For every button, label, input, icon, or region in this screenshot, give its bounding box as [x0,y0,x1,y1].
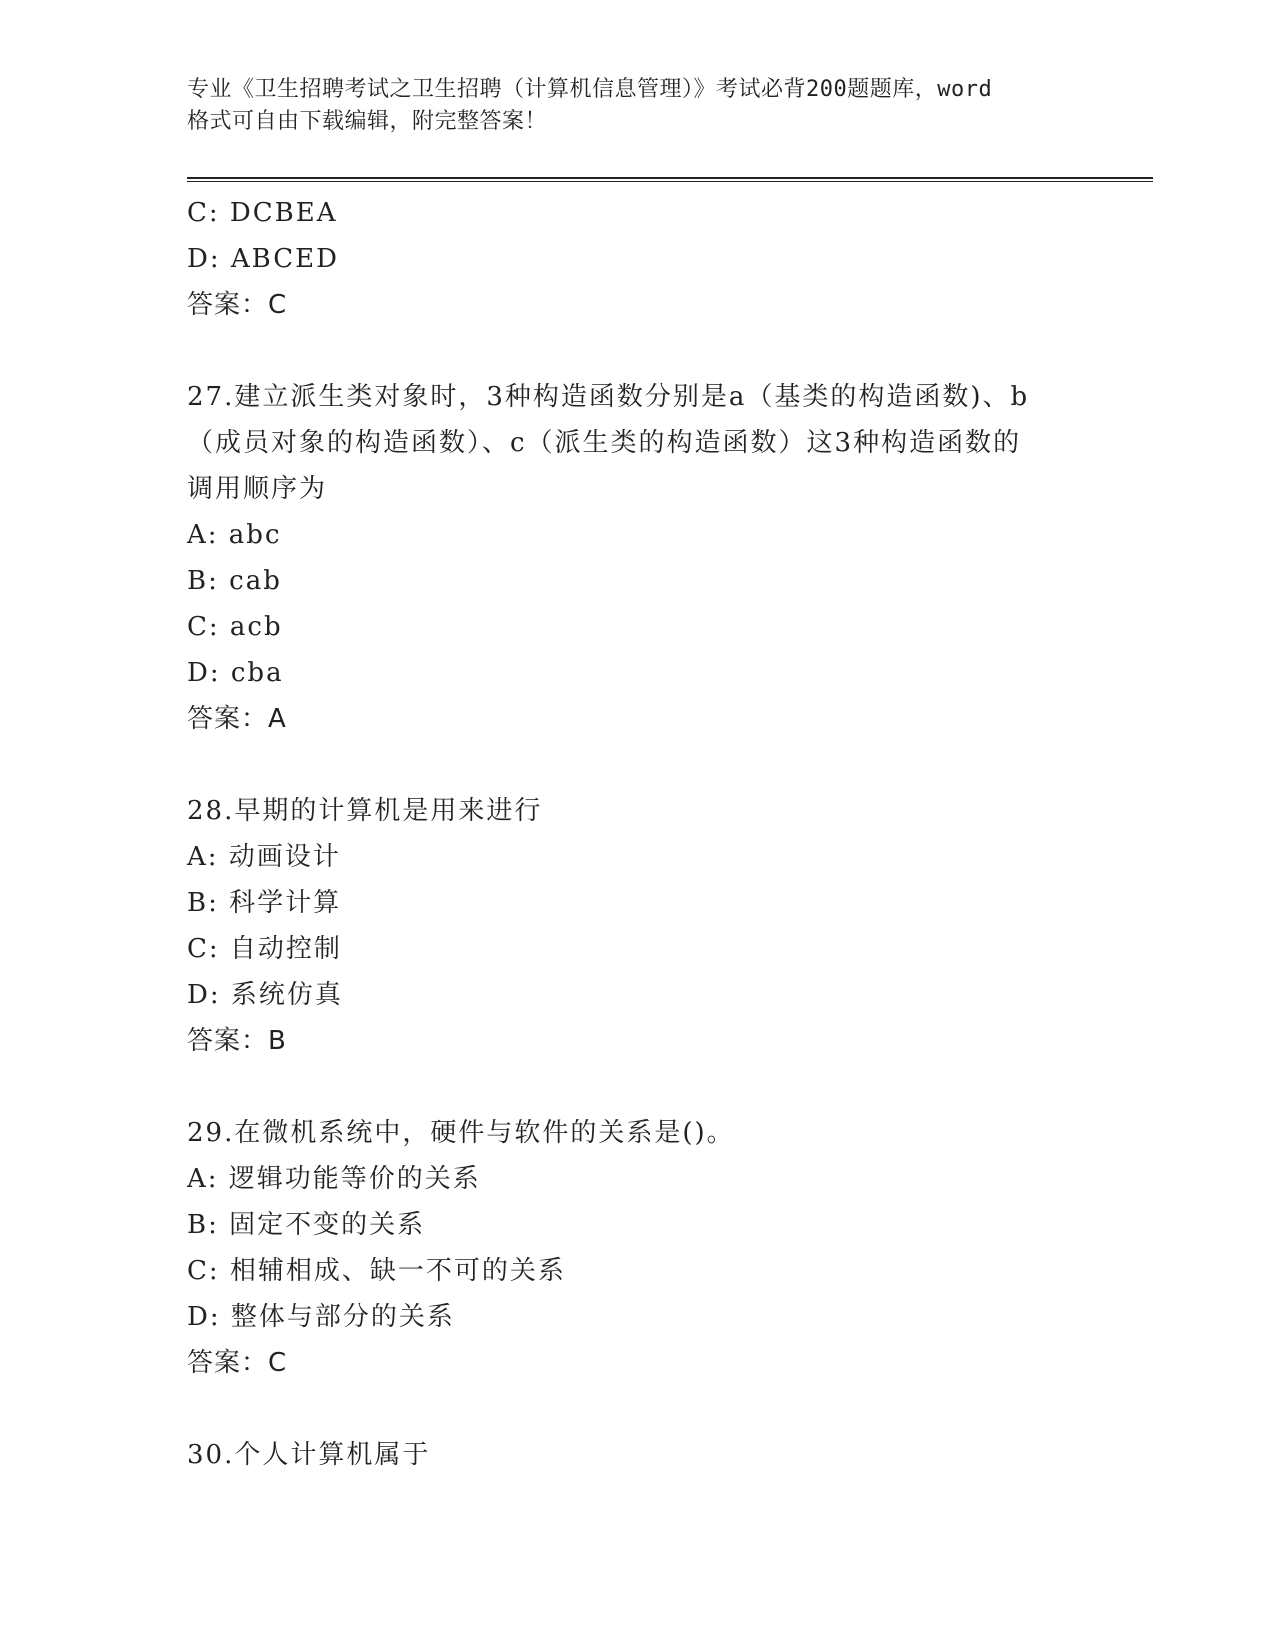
answer: 答案：C [187,1348,288,1378]
header-divider-thick [187,177,1153,179]
document-header [187,74,1087,138]
option-d: D: ABCED [187,244,339,274]
question-stem: 29.在微机系统中，硬件与软件的关系是()。 [187,1118,735,1148]
spacer [187,328,1087,374]
answer: 答案：B [187,1026,287,1056]
question-29 [187,1110,1087,1386]
question-26-tail [187,190,1087,328]
option-d: D: 整体与部分的关系 [187,1302,455,1332]
question-stem: （成员对象的构造函数）、c（派生类的构造函数）这3种构造函数的 [187,428,1022,458]
spacer [187,742,1087,788]
question-stem: 30.个人计算机属于 [187,1440,431,1470]
option-a: A: abc [187,520,282,550]
option-c: C: 相辅相成、缺一不可的关系 [187,1256,566,1286]
header-line-2: 格式可自由下载编辑，附完整答案！ [187,109,548,134]
question-stem: 27.建立派生类对象时，3种构造函数分别是a（基类的构造函数)、b [187,382,1030,412]
option-c: C: DCBEA [187,198,338,228]
answer: 答案：A [187,704,287,734]
question-list [187,190,1087,1478]
option-b: B: cab [187,566,282,596]
question-stem: 28.早期的计算机是用来进行 [187,796,543,826]
question-30 [187,1432,1087,1478]
option-d: D: cba [187,658,284,688]
question-27 [187,374,1087,742]
option-d: D: 系统仿真 [187,980,343,1010]
header-line-1: 专业《卫生招聘考试之卫生招聘（计算机信息管理）》考试必背200题题库，word [187,77,993,102]
spacer [187,1386,1087,1432]
option-b: B: 科学计算 [187,888,342,918]
spacer [187,1064,1087,1110]
option-c: C: 自动控制 [187,934,342,964]
option-b: B: 固定不变的关系 [187,1210,426,1240]
option-a: A: 逻辑功能等价的关系 [187,1164,481,1194]
option-c: C: acb [187,612,283,642]
header-divider-thin [187,181,1153,182]
answer: 答案：C [187,290,288,320]
question-stem: 调用顺序为 [187,474,328,504]
option-a: A: 动画设计 [187,842,341,872]
question-28 [187,788,1087,1064]
